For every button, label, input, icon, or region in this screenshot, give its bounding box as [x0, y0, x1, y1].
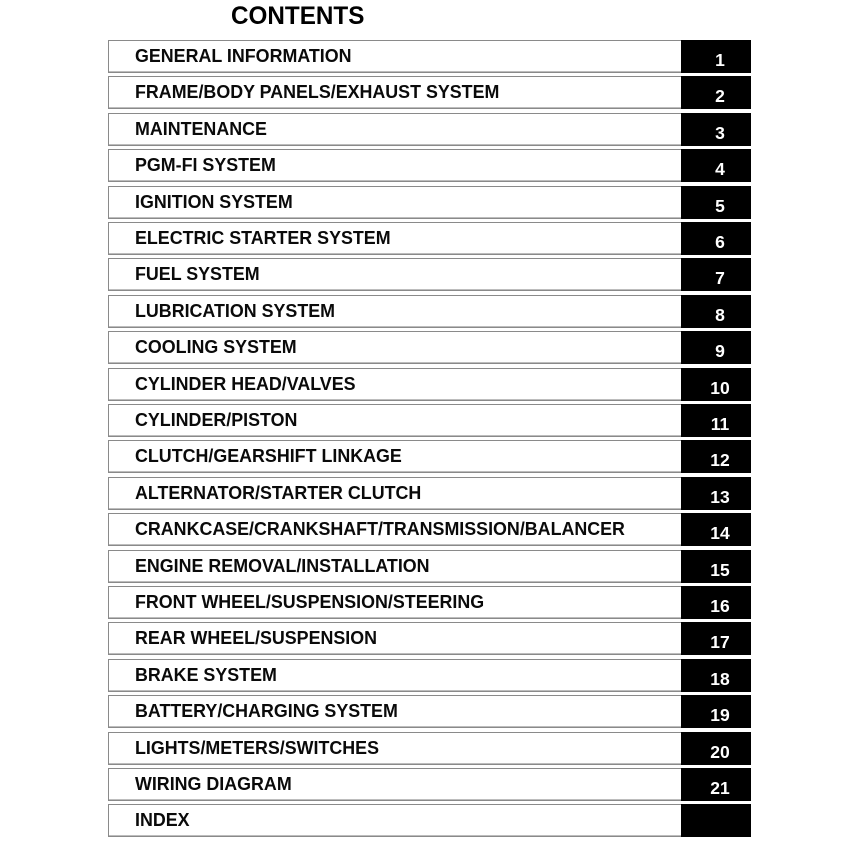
section-number: 9: [715, 341, 725, 362]
section-number: 5: [715, 195, 725, 216]
section-number: 14: [710, 523, 730, 544]
toc-entry-label: COOLING SYSTEM: [135, 336, 297, 358]
toc-entry-box[interactable]: [108, 550, 681, 583]
section-number: 2: [715, 86, 725, 107]
toc-entry-label: GENERAL INFORMATION: [135, 45, 352, 66]
toc-entry-label: WIRING DIAGRAM: [135, 773, 292, 794]
section-tab[interactable]: [681, 586, 751, 619]
toc-entry-label: IGNITION SYSTEM: [135, 190, 293, 212]
toc-entry-16[interactable]: [108, 586, 752, 619]
toc-entry-box[interactable]: [108, 622, 681, 655]
section-tab[interactable]: [681, 295, 751, 328]
toc-entry-box[interactable]: [108, 331, 681, 364]
section-tab[interactable]: [681, 222, 751, 255]
toc-entry-box[interactable]: [108, 404, 681, 437]
section-number: 16: [710, 596, 730, 616]
toc-entry-9[interactable]: [108, 331, 752, 364]
section-tab[interactable]: [681, 186, 751, 219]
toc-entry-18[interactable]: [108, 659, 752, 692]
toc-entry-label: FRAME/BODY PANELS/EXHAUST SYSTEM: [135, 81, 500, 103]
toc-entry-22[interactable]: [108, 804, 752, 837]
section-tab[interactable]: [681, 768, 751, 801]
section-tab[interactable]: [681, 659, 751, 692]
section-tab[interactable]: [681, 440, 751, 473]
toc-entry-box[interactable]: [108, 513, 681, 546]
section-tab[interactable]: [681, 76, 751, 109]
toc-entry-8[interactable]: [108, 295, 752, 328]
toc-entry-label: PGM-FI SYSTEM: [135, 154, 276, 176]
toc-entry-label: BATTERY/CHARGING SYSTEM: [135, 700, 398, 722]
page-title: CONTENTS: [231, 2, 365, 30]
section-number: 15: [710, 559, 730, 580]
toc-entry-box[interactable]: [108, 804, 681, 837]
section-number: 8: [715, 304, 725, 325]
section-tab[interactable]: [681, 258, 751, 291]
toc-entry-box[interactable]: [108, 258, 681, 291]
toc-entry-label: ALTERNATOR/STARTER CLUTCH: [135, 481, 422, 503]
toc-entry-21[interactable]: [108, 768, 752, 801]
toc-entry-label: INDEX: [135, 809, 190, 831]
section-number: 17: [710, 632, 730, 653]
toc-entry-box[interactable]: [108, 368, 681, 401]
section-number: 19: [710, 705, 730, 726]
section-number: 13: [710, 486, 730, 507]
toc-entry-label: FUEL SYSTEM: [135, 263, 260, 285]
section-tab[interactable]: [681, 622, 751, 655]
section-tab[interactable]: [681, 113, 751, 146]
toc-entry-10[interactable]: [108, 368, 752, 401]
section-tab[interactable]: [681, 477, 751, 510]
toc-entry-20[interactable]: [108, 732, 752, 765]
section-number: 3: [715, 122, 725, 143]
section-number: 10: [710, 377, 730, 398]
section-number: 12: [710, 450, 730, 471]
toc-entry-label: CYLINDER HEAD/VALVES: [135, 372, 356, 394]
toc-entry-7[interactable]: [108, 258, 752, 291]
toc-entry-box[interactable]: [108, 477, 681, 510]
section-tab[interactable]: [681, 331, 751, 364]
section-number: 7: [715, 268, 725, 289]
section-number: 18: [710, 668, 730, 689]
section-tab[interactable]: [681, 732, 751, 765]
toc-entry-box[interactable]: [108, 40, 681, 73]
section-number: 11: [710, 414, 730, 434]
toc-entry-label: MAINTENANCE: [135, 117, 267, 139]
section-tab[interactable]: [681, 149, 751, 182]
toc-entry-2[interactable]: [108, 76, 752, 109]
section-tab[interactable]: [681, 513, 751, 546]
toc-entry-11[interactable]: [108, 404, 752, 437]
toc-entry-6[interactable]: [108, 222, 752, 255]
toc-entry-1[interactable]: [108, 40, 752, 73]
toc-entry-13[interactable]: [108, 477, 752, 510]
section-number: 4: [715, 159, 725, 180]
toc-entry-box[interactable]: [108, 186, 681, 219]
toc-entry-box[interactable]: [108, 440, 681, 473]
section-number: 21: [710, 778, 730, 798]
toc-entry-12[interactable]: [108, 440, 752, 473]
toc-entry-label: ENGINE REMOVAL/INSTALLATION: [135, 554, 430, 576]
toc-entry-label: FRONT WHEEL/SUSPENSION/STEERING: [135, 591, 485, 612]
toc-entry-box[interactable]: [108, 113, 681, 146]
toc-entry-box[interactable]: [108, 659, 681, 692]
toc-entry-box[interactable]: [108, 732, 681, 765]
toc-entry-4[interactable]: [108, 149, 752, 182]
section-tab[interactable]: [681, 550, 751, 583]
toc-entry-label: REAR WHEEL/SUSPENSION: [135, 627, 378, 649]
toc-entry-15[interactable]: [108, 550, 752, 583]
toc-entry-14[interactable]: [108, 513, 752, 546]
toc-entry-box[interactable]: [108, 768, 681, 801]
section-tab[interactable]: [681, 368, 751, 401]
toc-entry-19[interactable]: [108, 695, 752, 728]
section-tab[interactable]: [681, 695, 751, 728]
toc-entry-box[interactable]: [108, 149, 681, 182]
toc-entry-3[interactable]: [108, 113, 752, 146]
toc-entry-box[interactable]: [108, 695, 681, 728]
toc-entry-5[interactable]: [108, 186, 752, 219]
toc-entry-17[interactable]: [108, 622, 752, 655]
toc-entry-box[interactable]: [108, 586, 681, 619]
toc-entry-label: ELECTRIC STARTER SYSTEM: [135, 227, 391, 248]
toc-entry-label: CRANKCASE/CRANKSHAFT/TRANSMISSION/BALANCER: [135, 518, 625, 540]
section-tab[interactable]: [681, 404, 751, 437]
toc-entry-box[interactable]: [108, 222, 681, 255]
toc-entry-label: LIGHTS/METERS/SWITCHES: [135, 736, 379, 758]
toc-entry-box[interactable]: [108, 76, 681, 109]
section-tab[interactable]: [681, 804, 751, 837]
toc-entry-label: BRAKE SYSTEM: [135, 663, 277, 685]
section-number: 6: [715, 232, 725, 252]
section-tab[interactable]: [681, 40, 751, 73]
section-number: 20: [710, 741, 730, 762]
toc-entry-box[interactable]: [108, 295, 681, 328]
toc-entry-label: CYLINDER/PISTON: [135, 409, 298, 430]
section-number: 1: [715, 50, 725, 70]
toc-entry-label: LUBRICATION SYSTEM: [135, 299, 336, 321]
toc-entry-label: CLUTCH/GEARSHIFT LINKAGE: [135, 445, 402, 467]
